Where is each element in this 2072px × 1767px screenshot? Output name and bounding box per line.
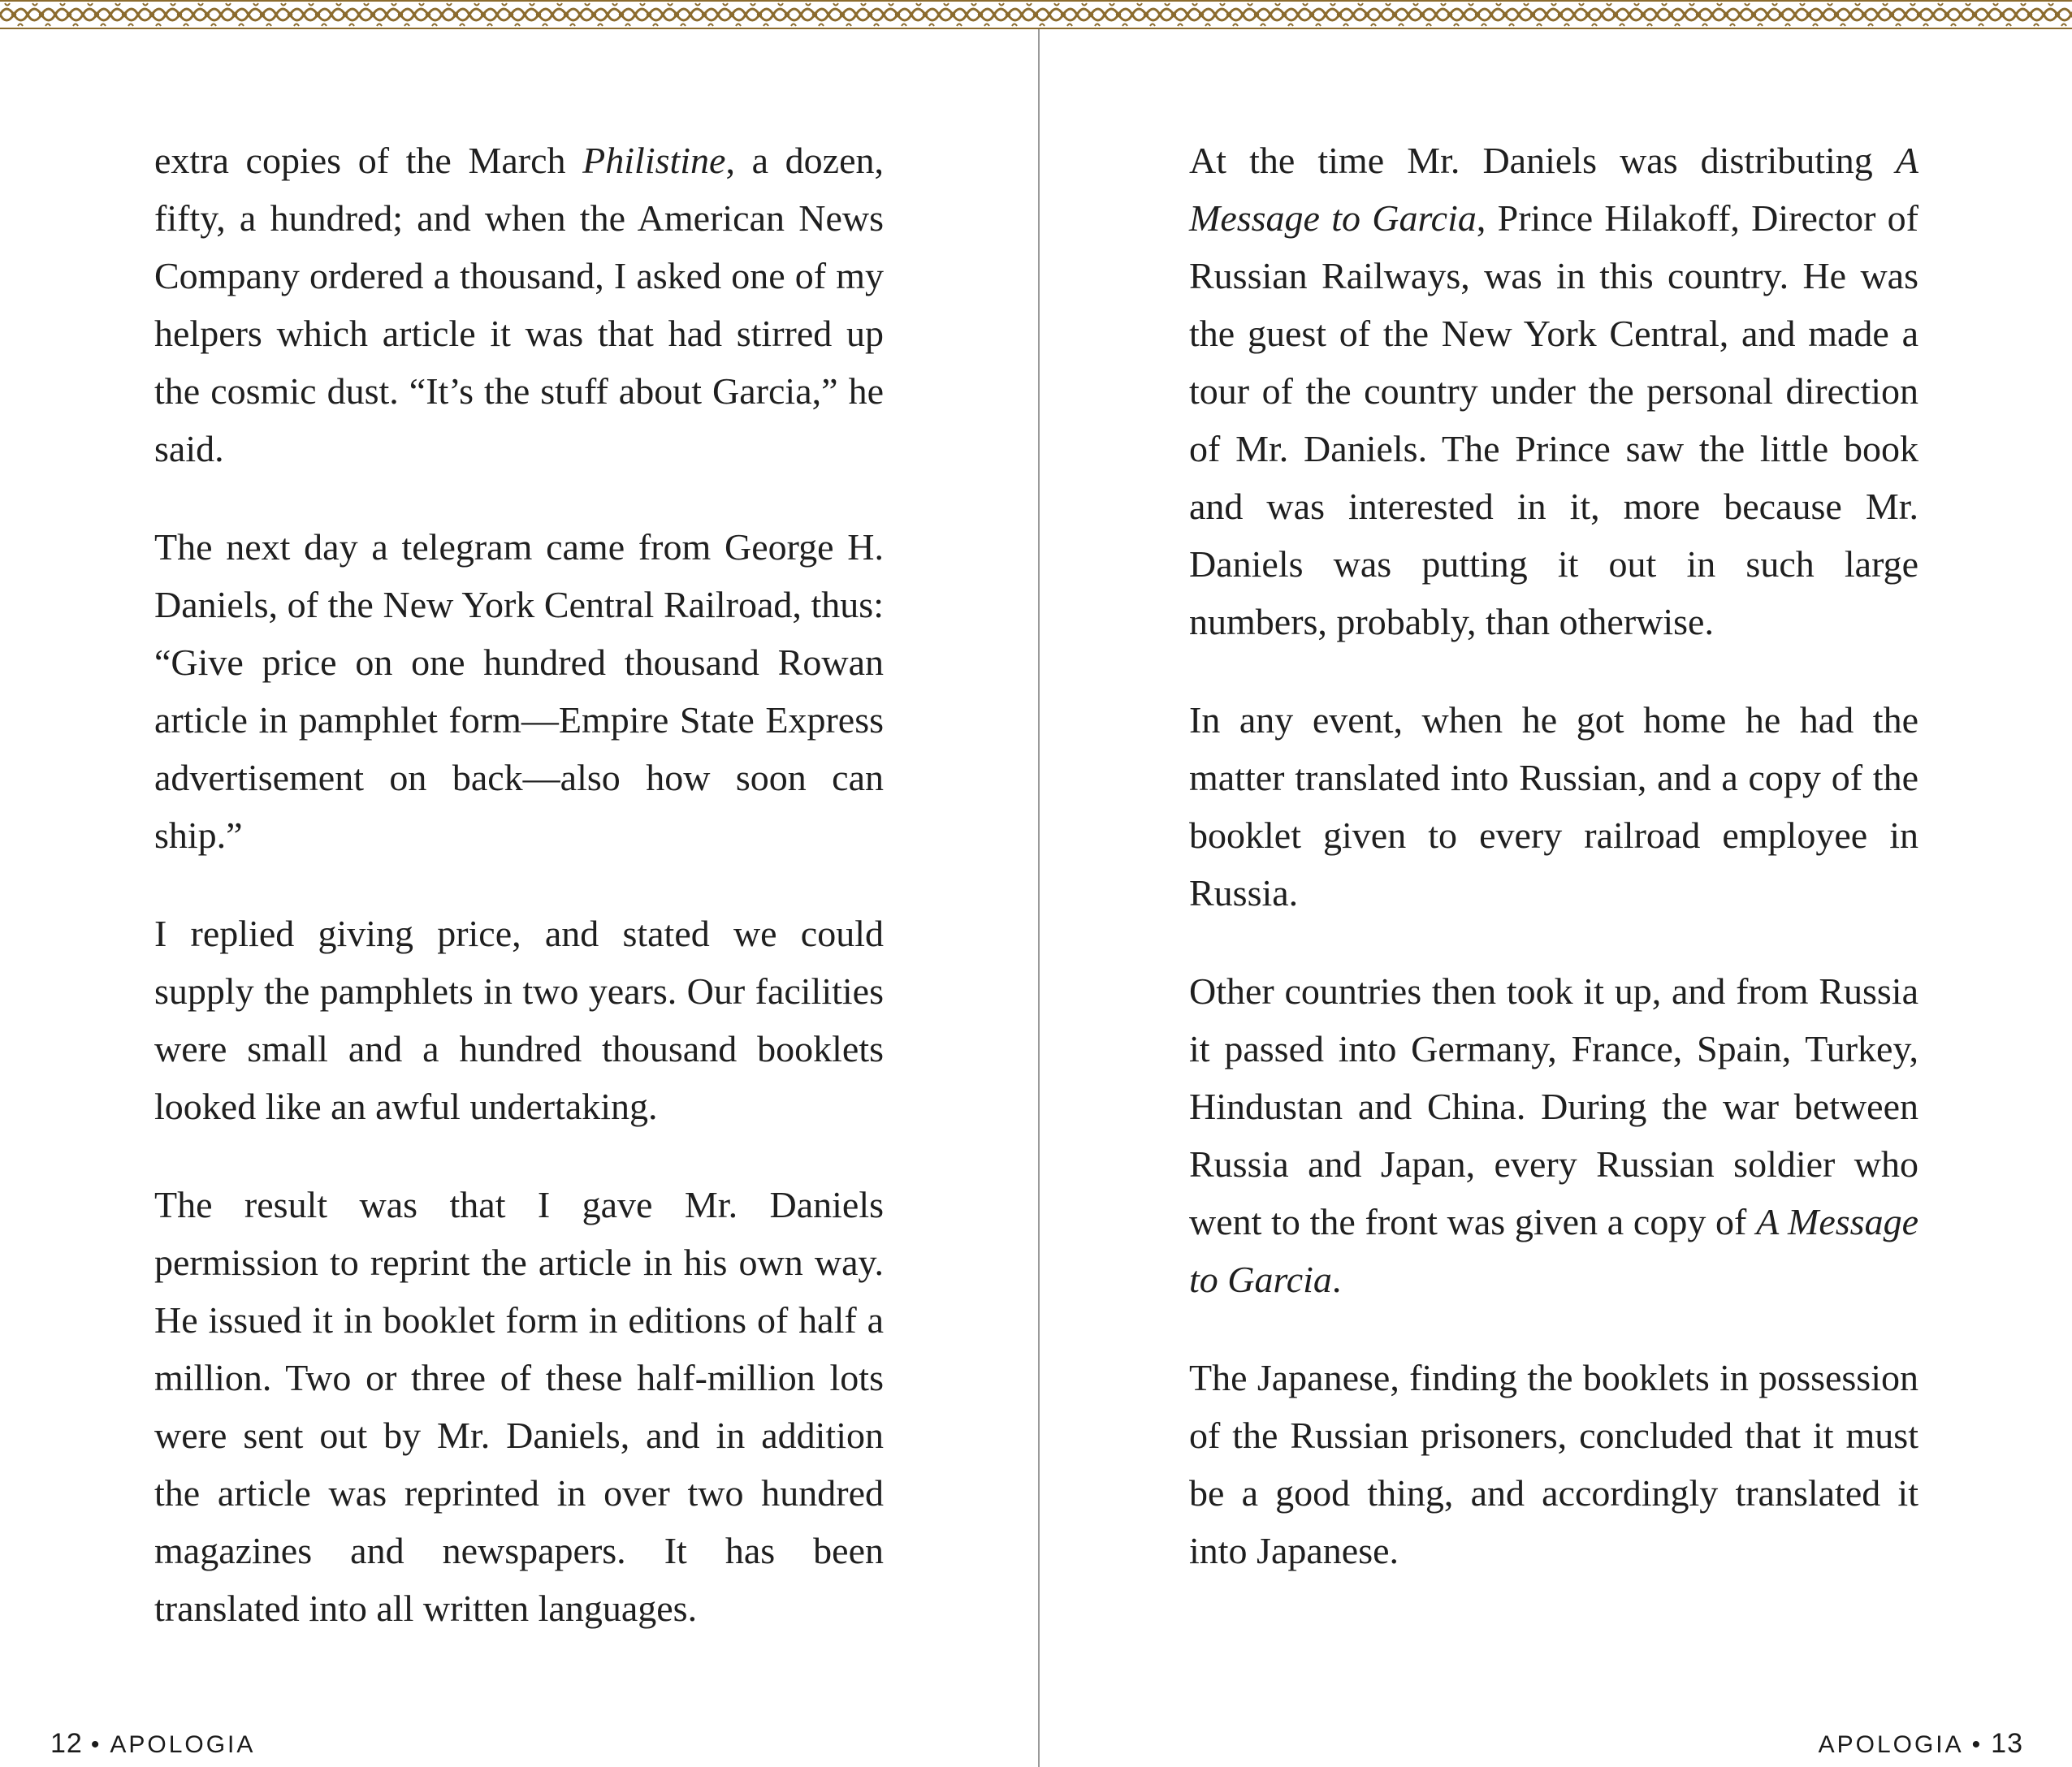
left-running-title: APOLOGIA [110, 1731, 256, 1758]
left-page-folio [50, 1728, 255, 1760]
italic-title: A Message to Garcia [1189, 140, 1918, 239]
left-page-number: 12 [50, 1728, 83, 1759]
right-page [1040, 0, 2072, 1767]
left-paragraph-4: The result was that I gave Mr. Daniels permission to reprint the article in his own way. He issued it in booklet form in editions of half a million. Two or three of these half-million lots were sent out by Mr. Daniels, and in addition the article was reprinted in over two hundred magazines and newspapers. It has been translated into all written languages. [154, 1184, 884, 1629]
right-paragraph-4: The Japanese, finding the booklets in possession of the Russian prisoners, concluded that it must be a good thing, and accordingly translated it into Japanese. [1189, 1357, 1918, 1571]
right-paragraph-2: In any event, when he got home he had the matter translated into Russian, and a copy of the booklet given to every railroad employee in Russia. [1189, 699, 1918, 914]
right-page-folio [1819, 1728, 2023, 1760]
right-running-title: APOLOGIA [1818, 1731, 1964, 1758]
folio-separator: • [1971, 1731, 1983, 1758]
right-page-number: 13 [1991, 1728, 2023, 1759]
left-paragraph-3: I replied giving price, and stated we could supply the pamphlets in two years. Our facilities were small and a hundred thousand booklets looked like an awful undertaking. [154, 913, 884, 1127]
italic-title: A Message to Garcia [1189, 1201, 1918, 1300]
italic-title: Philistine [582, 140, 726, 181]
left-paragraph-1: extra copies of the March Philistine, a dozen, fifty, a hundred; and when the American News Company ordered a thousand, I asked one of my helpers which article it was that had stirred up the cosmic dust. “It’s the stuff about Garcia,” he said. [154, 140, 884, 469]
left-page-text [154, 132, 884, 1637]
folio-separator: • [90, 1731, 102, 1758]
right-paragraph-3: Other countries then took it up, and from Russia it passed into Germany, France, Spain, Turkey, Hindustan and China. During the war between Russia and Japan, every Russian soldier who went to the front was given a copy of A Message to Garcia. [1189, 970, 1918, 1300]
left-paragraph-2: The next day a telegram came from George H. Daniels, of the New York Central Railroad, thus: “Give price on one hundred thousand Rowan article in pamphlet form—Empire State Express advertisement on back—also how soon can ship.” [154, 526, 884, 856]
right-page-text [1189, 132, 1918, 1579]
right-paragraph-1: At the time Mr. Daniels was distributing A Message to Garcia, Prince Hilakoff, Director of Russian Railways, was in this country. He was the guest of the New York Central, and made a tour of the country under the personal direction of Mr. Daniels. The Prince saw the little book and was interested in it, more because Mr. Daniels was putting it out in such large numbers, probably, than otherwise. [1189, 140, 1918, 642]
